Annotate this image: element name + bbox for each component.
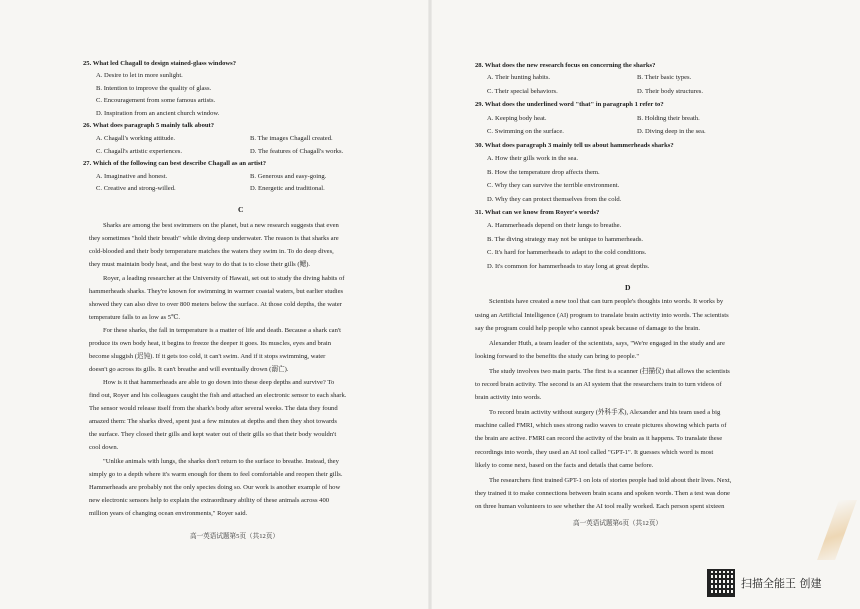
question-27-option: B. Generous and easy-going. xyxy=(250,173,327,180)
passage-line: produce its own body heat, it begins to freeze the deeper it goes. Its muscles, eyes and brain xyxy=(89,340,332,347)
passage-line: showed they can also dive to over 800 meters below the surface. At those cold depths, the water xyxy=(89,301,342,308)
question-27-option: A. Imaginative and honest. xyxy=(96,173,168,180)
question-26-option: C. Chagall's artistic experiences. xyxy=(96,148,182,155)
passage-line: looking forward to the benefits the study can bring to people." xyxy=(475,353,640,360)
question-25-stem: 25. What led Chagall to design stained-glass windows? xyxy=(83,60,237,67)
watermark-text: 扫描全能王 创建 xyxy=(741,577,822,590)
qr-code-icon xyxy=(707,569,735,597)
question-27-option: C. Creative and strong-willed. xyxy=(96,185,176,192)
passage-line: to record brain activity. The second is an AI system that the researchers train to turn videos of xyxy=(475,381,722,388)
passage-line: The study involves two main parts. The first is a scanner (扫描仪) that allows the scientists xyxy=(489,368,730,375)
right-exam-page xyxy=(430,0,860,609)
scanner-watermark xyxy=(707,568,822,598)
question-31-stem: 31. What can we know from Royer's words? xyxy=(475,209,600,216)
passage-line: machine called FMRI, which uses strong radio waves to create pictures showing which parts of xyxy=(475,422,727,429)
passage-line: Sharks are among the best swimmers on the planet, but a new research suggests that even xyxy=(103,222,339,229)
passage-line: hammerheads sharks. They're known for swimming in warmer coastal waters, but earlier studies xyxy=(89,288,344,295)
passage-line: using an Artificial Intelligence (AI) program to translate brain activity into words. The scientists xyxy=(475,312,729,319)
passage-line: Hammerheads are probably not the only species doing so. Our work is another example of how xyxy=(89,484,341,491)
passage-line: say the program could help people who cannot speak because of damage to the brain. xyxy=(475,325,701,332)
passage-line: cool down. xyxy=(89,444,119,451)
passage-line: become sluggish (迟钝). If it gets too cold, it can't swim. And if it stops swimming, water xyxy=(89,353,326,360)
question-27-option: D. Energetic and traditional. xyxy=(250,185,325,192)
question-26-option: B. The images Chagall created. xyxy=(250,135,333,142)
section-label-d: D xyxy=(625,283,631,292)
passage-line: cold-blooded and their body temperature matches the waters they swim in. To do deep dives, xyxy=(89,248,334,255)
question-26-option: D. The features of Chagall's works. xyxy=(250,148,344,155)
question-31-option: A. Hammerheads depend on their lungs to breathe. xyxy=(487,222,622,229)
question-28-option: C. Their special behaviors. xyxy=(487,88,558,95)
question-31-option: D. It's common for hammerheads to stay long at great depths. xyxy=(487,263,650,270)
passage-line: the brain are active. FMRI can record the activity of the brain as it happens. To translate these xyxy=(475,435,723,442)
passage-line: brain activity into words. xyxy=(475,394,542,401)
question-31-option: B. The diving strategy may not be unique to hammerheads. xyxy=(487,236,644,243)
question-28-option: D. Their body structures. xyxy=(637,88,703,95)
passage-line: How is it that hammerheads are able to go down into these deep depths and survive? To xyxy=(103,379,335,386)
section-label-c: C xyxy=(238,205,244,214)
passage-line: The researchers first trained GPT-1 on lots of stories people had told about their lives. Next, xyxy=(489,477,732,484)
passage-line: on three human volunteers to see whether the AI tool really worked. Each person spent sixteen xyxy=(475,503,725,510)
question-30-option: B. How the temperature drop affects them. xyxy=(487,169,600,176)
question-30-stem: 30. What does paragraph 3 mainly tell us about hammerheads sharks? xyxy=(475,142,674,149)
question-25-option: C. Encouragement from some famous artists. xyxy=(96,97,216,104)
question-25-option: B. Intention to improve the quality of glass. xyxy=(96,85,212,92)
question-26-option: A. Chagall's working attitude. xyxy=(96,135,176,142)
passage-line: amazed them: The sharks dived, spent just a few minutes at depths and then they shot towards xyxy=(89,418,338,425)
passage-line: likely to come next, based on the facts and details that came before. xyxy=(475,462,654,469)
question-25-option: D. Inspiration from an ancient church window. xyxy=(96,110,220,117)
passage-line: find out, Royer and his colleagues caught the fish and attached an electronic sensor to each shark. xyxy=(89,392,347,399)
passage-line: For these sharks, the fall in temperature is a matter of life and death. Because a shark can't xyxy=(103,327,341,334)
question-30-option: D. Why they can protect themselves from the cold. xyxy=(487,196,622,203)
page-footer: 高一英语试题第6页（共12页） xyxy=(573,520,663,527)
passage-line: "Unlike animals with lungs, the sharks don't return to the surface to breathe. Instead, they xyxy=(103,458,339,465)
question-28-stem: 28. What does the new research focus on concerning the sharks? xyxy=(475,62,656,69)
passage-line: Royer, a leading researcher at the University of Hawaii, set out to study the diving habits of xyxy=(103,275,345,282)
question-30-option: C. Why they can survive the terrible environment. xyxy=(487,182,620,189)
passage-line: the surface. They closed their gills and kept water out of their gills so that their body wouldn't xyxy=(89,431,337,438)
passage-line: they sometimes "hold their breath" while diving deep underwater. The reason is that sharks are xyxy=(89,235,339,242)
question-30-option: A. How their gills work in the sea. xyxy=(487,155,579,162)
question-29-option: D. Diving deep in the sea. xyxy=(637,128,706,135)
page-footer: 高一英语试题第5页（共12页） xyxy=(190,533,280,540)
passage-line: doesn't go across its gills. It can't breathe and will eventually drown (溺亡). xyxy=(89,366,289,373)
passage-line: new electronic sensors help to explain the extraordinary ability of these animals across 400 xyxy=(89,497,330,504)
passage-line: temperature falls to as low as 5℃. xyxy=(89,314,181,321)
question-28-option: A. Their hunting habits. xyxy=(487,74,551,81)
question-29-option: C. Swimming on the surface. xyxy=(487,128,564,135)
question-29-option: B. Holding their breath. xyxy=(637,115,700,122)
passage-line: To record brain activity without surgery (外科手术), Alexander and his team used a big xyxy=(489,409,721,416)
question-31-option: C. It's hard for hammerheads to adapt to the cold conditions. xyxy=(487,249,647,256)
question-26-stem: 26. What does paragraph 5 mainly talk about? xyxy=(83,122,215,129)
passage-line: Scientists have created a new tool that can turn people's thoughts into words. It works by xyxy=(489,298,724,305)
passage-line: million years of changing ocean environments," Royer said. xyxy=(89,510,248,517)
question-29-option: A. Keeping body heat. xyxy=(487,115,547,122)
passage-line: recordings into words, they used an AI tool called "GPT-1". It guesses which word is most xyxy=(475,449,714,456)
question-28-option: B. Their basic types. xyxy=(637,74,692,81)
question-25-option: A. Desire to let in more sunlight. xyxy=(96,72,183,79)
passage-line: they must maintain body heat, and the best way to do that is to close their gills (鳃). xyxy=(89,261,311,268)
question-27-stem: 27. Which of the following can best describe Chagall as an artist? xyxy=(83,160,267,167)
passage-line: simply go to a depth where it's warm enough for them to feel comfortable and reopen their gills. xyxy=(89,471,343,478)
passage-line: Alexander Huth, a team leader of the scientists, says, "We're engaged in the study and are xyxy=(489,340,725,347)
question-29-stem: 29. What does the underlined word "that" in paragraph 1 refer to? xyxy=(475,101,664,108)
passage-line: The sensor would release itself from the shark's body after several weeks. The data they found xyxy=(89,405,338,412)
passage-line: they trained it to make connections between brain scans and spoken words. Then a test was done xyxy=(475,490,730,497)
